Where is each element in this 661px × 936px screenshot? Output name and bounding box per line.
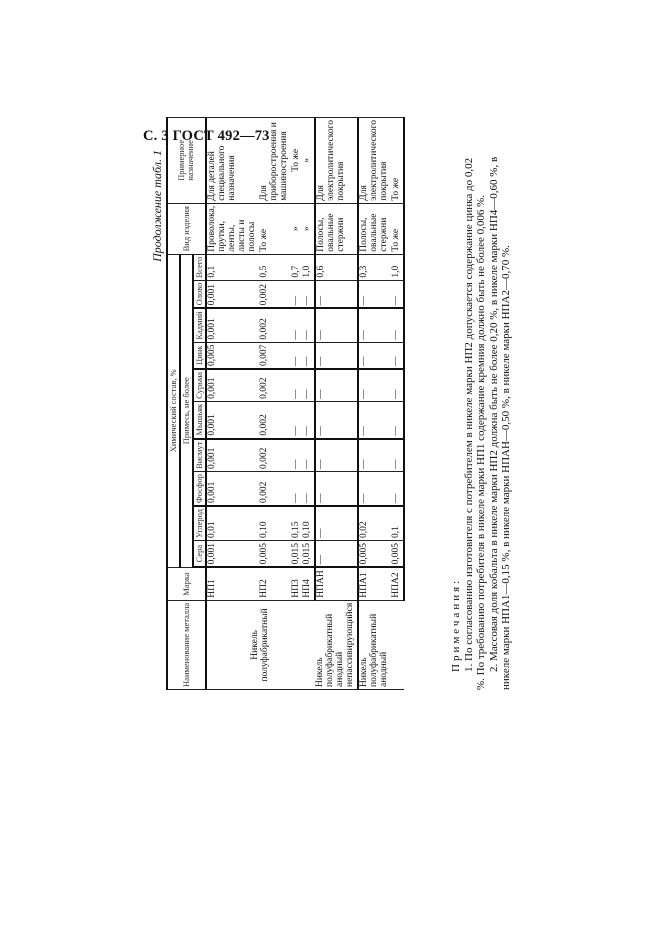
product: Полосы, овальные стержни xyxy=(315,203,358,254)
mark: НПАН xyxy=(315,567,358,600)
value-cadmium: 0,001 xyxy=(206,308,259,342)
value-total: 0,7 xyxy=(291,254,303,280)
header-zinc: Цинк xyxy=(193,342,206,369)
continuation-label: Продолжение табл. 1 xyxy=(150,150,164,262)
value-cadmium: — xyxy=(391,308,404,342)
table-row xyxy=(358,117,391,689)
value-sulfur: 0,015 xyxy=(302,540,315,567)
value-arsenic: — xyxy=(302,401,315,438)
table-row xyxy=(206,117,259,689)
purpose: Для электролитического покрытия xyxy=(358,117,391,203)
table-row xyxy=(315,117,358,689)
product: » xyxy=(302,203,315,254)
value-tin: — xyxy=(291,280,303,308)
purpose: То же xyxy=(291,117,303,203)
value-carbon: 0,10 xyxy=(259,506,291,540)
purpose: Для деталей специального назначения xyxy=(206,117,259,203)
note-1: 1. По согласованию изготовителя с потребителем в никеле марки НП2 допускается содержание цинка до 0,02 %. По требованию потребителя в никеле марки НП1 содержание кремния должно быть не более 0,006 %. xyxy=(462,157,487,690)
value-zinc: — xyxy=(291,342,303,369)
value-arsenic: — xyxy=(291,401,303,438)
value-antimony: — xyxy=(358,369,391,401)
mark: НП2 xyxy=(259,567,291,600)
purpose: Для приборостроения и машиностроения xyxy=(259,117,291,203)
value-arsenic: — xyxy=(358,401,391,438)
notes xyxy=(450,150,513,690)
purpose: Для электролитического покрытия xyxy=(315,117,358,203)
value-sulfur: 0,005 xyxy=(391,540,404,567)
composition-table xyxy=(166,117,405,690)
value-phosphorus: — xyxy=(302,471,315,506)
purpose: То же xyxy=(391,117,404,203)
value-cadmium: 0,002 xyxy=(259,308,291,342)
value-sulfur: — xyxy=(315,540,358,567)
value-cadmium: — xyxy=(291,308,303,342)
value-tin: 0,001 xyxy=(206,280,259,308)
value-bismuth: — xyxy=(391,439,404,472)
value-cadmium: — xyxy=(302,308,315,342)
value-tin: — xyxy=(391,280,404,308)
header-sulfur: Сера xyxy=(193,540,206,567)
header-antimony: Сурьма xyxy=(193,369,206,401)
value-bismuth: — xyxy=(358,439,391,472)
header-carbon: Углерод xyxy=(193,506,206,540)
value-carbon: 0,1 xyxy=(391,506,404,540)
header-total: Всего xyxy=(193,254,206,280)
mark: НПА1 xyxy=(358,567,391,600)
value-total: 1,0 xyxy=(391,254,404,280)
value-sulfur: 0,015 xyxy=(291,540,303,567)
header-metal-name: Наименование металла xyxy=(167,600,206,689)
value-cadmium: — xyxy=(358,308,391,342)
value-total: 0,1 xyxy=(206,254,259,280)
header-chemical-composition: Химический состав, % xyxy=(167,254,180,567)
value-sulfur: 0,005 xyxy=(259,540,291,567)
header-bismuth: Висмут xyxy=(193,439,206,472)
value-zinc: — xyxy=(302,342,315,369)
value-carbon: — xyxy=(315,506,358,540)
value-zinc: — xyxy=(315,342,358,369)
value-phosphorus: — xyxy=(315,471,358,506)
value-bismuth: 0,002 xyxy=(259,439,291,472)
header-mark: Марка xyxy=(167,567,206,600)
metal-name: Никель полуфабрикатный xyxy=(206,600,316,689)
header-arsenic: Мышьяк xyxy=(193,401,206,438)
value-antimony: — xyxy=(291,369,303,401)
product: То же xyxy=(259,203,291,254)
value-arsenic: 0,001 xyxy=(206,401,259,438)
value-carbon: 0,15 xyxy=(291,506,303,540)
product: Проволока, прутки, ленты, листы и полосы xyxy=(206,203,259,254)
page-header: С. 3 ГОСТ 492—73 xyxy=(143,128,270,144)
value-carbon: 0,02 xyxy=(358,506,391,540)
value-tin: 0,002 xyxy=(259,280,291,308)
value-bismuth: — xyxy=(302,439,315,472)
value-total: 0,6 xyxy=(315,254,358,280)
value-phosphorus: — xyxy=(358,471,391,506)
header-impurity: Примесь, не более xyxy=(180,254,193,567)
value-tin: — xyxy=(358,280,391,308)
metal-name: Никель полуфабрикатный анодный xyxy=(358,600,404,689)
header-cadmium: Кадмий xyxy=(193,308,206,342)
mark: НПА2 xyxy=(391,567,404,600)
value-phosphorus: — xyxy=(391,471,404,506)
header-product: Вид изделия xyxy=(167,203,206,254)
value-bismuth: 0,001 xyxy=(206,439,259,472)
product: Полосы, овальные стержни xyxy=(358,203,391,254)
purpose: » xyxy=(302,117,315,203)
mark: НП1 xyxy=(206,567,259,600)
value-antimony: 0,001 xyxy=(206,369,259,401)
mark: НП3 xyxy=(291,567,303,600)
value-arsenic: — xyxy=(391,401,404,438)
value-cadmium: — xyxy=(315,308,358,342)
notes-title: Примечания: xyxy=(450,577,462,672)
value-zinc: — xyxy=(358,342,391,369)
value-tin: — xyxy=(302,280,315,308)
value-antimony: — xyxy=(315,369,358,401)
value-bismuth: — xyxy=(315,439,358,472)
note-2: 2. Массовая доля кобальта в никеле марки НП2 должна быть не более 0,20 %, в никеле марки НП4—0,60 %, в никеле марки НПА1—0,15 %, в никеле марки НПАН—0,50 %, в никеле марки НПА2—0,70 %. xyxy=(487,156,512,690)
mark: НП4 xyxy=(302,567,315,600)
value-phosphorus: — xyxy=(291,471,303,506)
value-total: 0,3 xyxy=(358,254,391,280)
value-phosphorus: 0,001 xyxy=(206,471,259,506)
value-sulfur: 0,005 xyxy=(358,540,391,567)
value-arsenic: — xyxy=(315,401,358,438)
value-zinc: 0,005 xyxy=(206,342,259,369)
value-total: 0,5 xyxy=(259,254,291,280)
value-carbon: 0,01 xyxy=(206,506,259,540)
value-arsenic: 0,002 xyxy=(259,401,291,438)
value-tin: — xyxy=(315,280,358,308)
value-bismuth: — xyxy=(291,439,303,472)
value-total: 1,0 xyxy=(302,254,315,280)
header-tin: Олово xyxy=(193,280,206,308)
value-sulfur: 0,001 xyxy=(206,540,259,567)
value-antimony: — xyxy=(302,369,315,401)
value-carbon: 0,10 xyxy=(302,506,315,540)
value-antimony: — xyxy=(391,369,404,401)
metal-name: Никель полуфабрикатный анодный непассивирующийся xyxy=(315,600,358,689)
value-zinc: — xyxy=(391,342,404,369)
header-purpose: Примерное назначение xyxy=(167,117,206,203)
value-zinc: 0,007 xyxy=(259,342,291,369)
value-phosphorus: 0,002 xyxy=(259,471,291,506)
value-antimony: 0,002 xyxy=(259,369,291,401)
header-phosphorus: Фосфор xyxy=(193,471,206,506)
product: То же xyxy=(391,203,404,254)
product: » xyxy=(291,203,303,254)
